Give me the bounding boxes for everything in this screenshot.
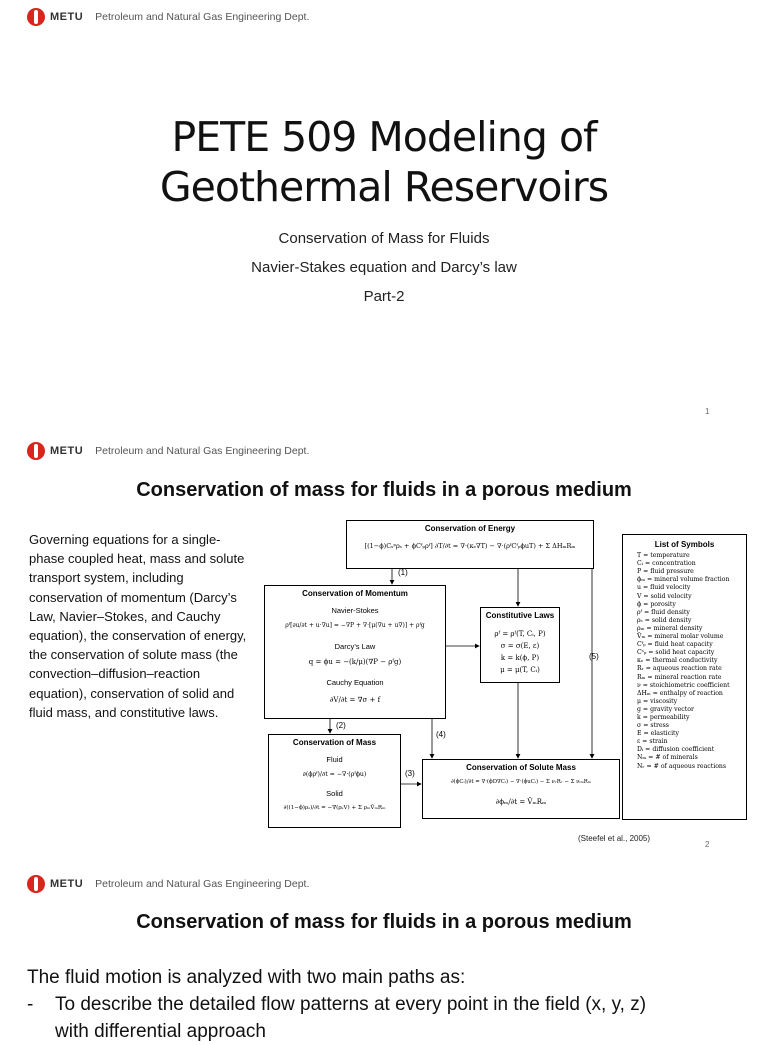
mass-box-title: Conservation of Mass <box>292 738 377 747</box>
mineral-equation: ∂ϕₘ/∂t = V̄ₘRₘ <box>495 798 547 806</box>
arrow-label-1: (1) <box>398 568 408 577</box>
symbol-item: Nᵣ = # of aqueous reactions <box>637 762 727 770</box>
energy-box <box>346 520 594 569</box>
metu-logo-icon <box>27 875 45 893</box>
fluid-label: Fluid <box>326 755 343 764</box>
symbol-item: k = permeability <box>637 713 690 721</box>
solute-box <box>422 759 620 819</box>
metu-logo-icon <box>27 8 45 26</box>
darcy-equation: q = ϕu = −(k/μ)(∇P − ρᶠg) <box>308 658 402 666</box>
symbols-list <box>623 552 746 771</box>
page-number: 1 <box>705 407 710 416</box>
symbol-item: Rᵣ = aqueous reaction rate <box>637 665 722 673</box>
slide-3 <box>0 860 768 1042</box>
arrow-label-5: (5) <box>589 652 599 661</box>
slide-header <box>27 875 309 893</box>
solute-equation: ∂(ϕCᵢ)/∂t = ∇·(ϕD∇Cᵢ) − ∇·(ϕuCᵢ) − Σ νᵣRᵣ − Σ νᵢₘRₘ <box>450 779 592 785</box>
subtitle-3: Part-2 <box>363 288 405 305</box>
title-line-2: Geothermal Reservoirs <box>159 163 609 211</box>
slide-title <box>0 112 768 212</box>
mass-box <box>268 734 401 828</box>
symbol-item: P = fluid pressure <box>637 568 694 576</box>
constitutive-box <box>480 607 560 683</box>
logo-text: METU <box>50 878 84 890</box>
department-name: Petroleum and Natural Gas Engineering Dept. <box>95 11 310 23</box>
slide-header <box>27 8 309 26</box>
symbol-item: ϕ = porosity <box>637 600 676 608</box>
symbol-item: ρᶠ = fluid density <box>637 608 690 616</box>
page-number: 2 <box>705 840 710 849</box>
slide-title: Conservation of mass for fluids in a porous medium <box>136 479 632 501</box>
solid-label: Solid <box>326 789 343 798</box>
symbol-item: E = elasticity <box>637 730 680 738</box>
arrow-label-2: (2) <box>336 721 346 730</box>
darcy-label: Darcy’s Law <box>334 642 376 651</box>
constitutive-box-title: Constitutive Laws <box>485 611 555 620</box>
symbol-item: Rₘ = mineral reaction rate <box>637 673 722 681</box>
constitutive-eq-4: μ = μ(T, Cᵢ) <box>500 666 540 674</box>
metu-logo <box>27 875 83 893</box>
symbols-title: List of Symbols <box>654 540 715 549</box>
slide-body-text: Governing equations for a single-phase coupled heat, mass and solute transport system, including conservation of momentum (Darcy’s Law, Navier–Stokes, and Cauchy equation), the conservation of energy, the conservation of solute mass (the convection–diffusion–reaction equation), conservation of solid and fluid mass, and constitutive laws. <box>29 532 247 720</box>
arrow-label-3: (3) <box>405 769 415 778</box>
title-line-1: PETE 509 Modeling of <box>171 113 597 161</box>
energy-box-title: Conservation of Energy <box>424 524 516 533</box>
symbol-item: g = gravity vector <box>637 705 694 713</box>
momentum-box <box>264 585 446 719</box>
navier-stokes-label: Navier-Stokes <box>331 606 379 615</box>
cauchy-label: Cauchy Equation <box>326 678 384 687</box>
symbol-item: Cᶠₚ = fluid heat capacity <box>637 641 713 649</box>
body-line-1: The fluid motion is analyzed with two main paths as: <box>27 967 466 988</box>
symbol-item: ρₘ = mineral density <box>637 624 703 632</box>
symbol-item: Cˢₚ = solid heat capacity <box>637 649 715 657</box>
symbol-item: ρₛ = solid density <box>637 616 692 624</box>
symbol-item: u = fluid velocity <box>637 584 691 592</box>
symbol-item: ε = strain <box>637 738 668 746</box>
symbol-item: V = solid velocity <box>637 592 692 600</box>
symbol-item: μ = viscosity <box>637 697 678 705</box>
navier-stokes-equation: ρᶠ[∂u/∂t + u·∇u] = −∇P + ∇·[μ(∇u + u∇)] + ρᶠg <box>285 622 425 629</box>
slide-2 <box>0 428 768 860</box>
constitutive-eq-2: σ = σ(E, ε) <box>500 642 540 650</box>
constitutive-eq-1: ρᶠ = ρᶠ(T, Cᵢ, P) <box>494 630 546 638</box>
logo-text: METU <box>50 445 84 457</box>
solute-box-title: Conservation of Solute Mass <box>466 763 576 772</box>
symbol-item: Cᵢ = concentration <box>637 560 696 568</box>
symbol-item: κₑ = thermal conductivity <box>637 657 718 665</box>
arrow-label-4: (4) <box>436 730 446 739</box>
symbol-item: Dᵢ = diffusion coefficient <box>637 746 715 754</box>
symbol-item: ϕₘ = mineral volume fraction <box>637 576 730 584</box>
symbol-item: T = temperature <box>637 552 690 560</box>
bullet-dash: - <box>27 994 34 1015</box>
symbol-item: ΔHₘ = enthalpy of reaction <box>637 689 723 697</box>
department-name: Petroleum and Natural Gas Engineering Dept. <box>95 878 310 890</box>
bullet-continuation: with differential approach <box>55 1021 266 1042</box>
symbol-item: V̄ₘ = mineral molar volume <box>637 633 724 641</box>
bullet-item <box>27 991 757 1018</box>
citation: (Steefel et al., 2005) <box>578 834 651 843</box>
slide-title: Conservation of mass for fluids in a porous medium <box>136 911 632 933</box>
cauchy-equation: ∂V/∂t = ∇σ + f <box>329 696 381 704</box>
slide-body-text <box>27 964 757 1045</box>
symbol-item: ν = stoichiometric coefficient <box>637 681 730 689</box>
metu-logo <box>27 8 83 26</box>
symbol-item: σ = stress <box>637 722 669 730</box>
solid-mass-equation: ∂((1−ϕ)ρₛ)/∂t = −∇(ρₛV) + Σ ρₘV̄ₘRₘ <box>283 805 386 811</box>
slide-1 <box>0 0 768 428</box>
bullet-text: To describe the detailed flow patterns at every point in the field (x, y, z) <box>55 994 647 1015</box>
momentum-box-title: Conservation of Momentum <box>302 589 408 598</box>
fluid-mass-equation: ∂(ϕρᶠ)/∂t = −∇·(ρᶠϕu) <box>302 771 367 778</box>
logo-text: METU <box>50 11 84 23</box>
constitutive-eq-3: k = k(ϕ, P) <box>500 654 540 662</box>
subtitle-2: Navier-Stakes equation and Darcy’s law <box>251 259 517 276</box>
symbols-list-box <box>622 534 747 820</box>
subtitle-1: Conservation of Mass for Fluids <box>278 230 490 247</box>
energy-equation: [(1−ϕ)Cₛᵖρₛ + ϕCᶠₚρᶠ] ∂T/∂t = ∇·(κₑ∇T) − ∇·(ρᶠCᶠₚϕuT) + Σ ΔHₘRₘ <box>364 542 576 550</box>
symbol-item: Nₘ = # of minerals <box>637 754 698 762</box>
department-name: Petroleum and Natural Gas Engineering Dept. <box>95 445 310 457</box>
